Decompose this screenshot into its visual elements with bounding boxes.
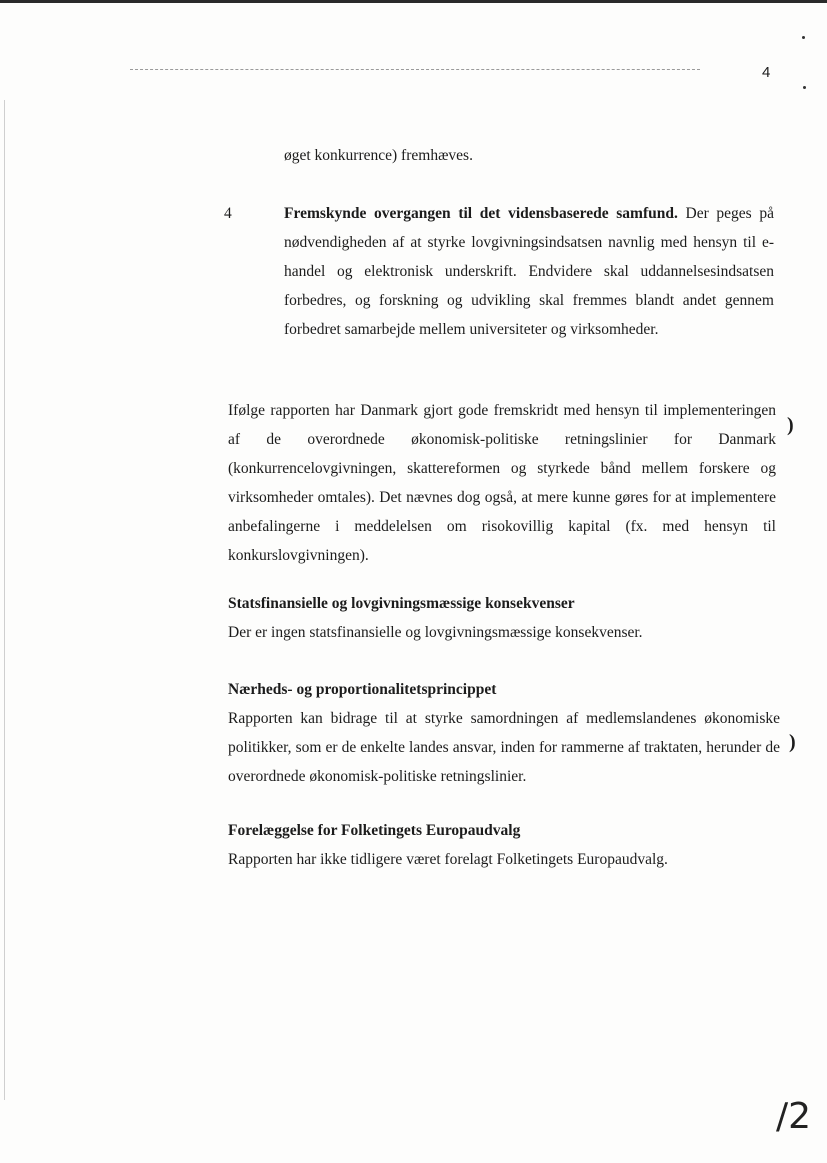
- section-text: Rapporten har ikke tidligere været forelagt Folketingets Europaudvalg.: [228, 851, 668, 868]
- section-heading: Forelæggelse for Folketingets Europaudvalg: [228, 822, 521, 839]
- list-item: [284, 199, 774, 344]
- top-rule: [0, 0, 827, 3]
- margin-mark: ): [787, 414, 794, 436]
- scan-edge-line: [4, 100, 5, 1100]
- handwritten-page-number: /2: [776, 1096, 812, 1137]
- body-paragraph: Ifølge rapporten har Danmark gjort gode fremskridt med hensyn til implementeringen af de overordnede økonomisk-politiske retningslinier for Danmark (konkurrencelovgivningen, skattereformen og styrkede bånd mellem forskere og virksomheder omtales). Det nævnes dog også, at mere kunne gøres for at implementere anbefalingerne i meddelelsen om risokovillig kapital (fx. med hensyn til konkurslovgivningen).: [228, 402, 776, 564]
- section-heading: Statsfinansielle og lovgivningsmæssige konsekvenser: [228, 595, 575, 612]
- list-item-text: Der peges på nødvendigheden af at styrke lovgivningsindsatsen navnlig med hensyn til e-handel og elektronisk underskrift. Endvidere skal uddannelsesindsatsen forbedres, og forskning og udvikling skal fremmes blandt andet gennem forbedret samarbejde mellem universiteter og virksomheder.: [284, 205, 774, 338]
- list-item-number: 4: [224, 205, 232, 222]
- section-text: Der er ingen statsfinansielle og lovgivningsmæssige konsekvenser.: [228, 624, 643, 641]
- list-item-title: Fremskynde overgangen til det vidensbaserede samfund.: [284, 205, 678, 222]
- page-number: 4: [762, 64, 771, 81]
- scan-speck: [803, 86, 806, 89]
- scan-speck: [802, 36, 805, 39]
- section-heading: Nærheds- og proportionalitetsprincippet: [228, 681, 497, 698]
- margin-mark: ): [789, 731, 796, 753]
- intro-line: øget konkurrence) fremhæves.: [284, 147, 473, 164]
- header-rule: [130, 69, 700, 70]
- section-text: Rapporten kan bidrage til at styrke samordningen af medlemslandenes økonomiske politikker, som er de enkelte landes ansvar, inden for rammerne af traktaten, herunder de overordnede økonomisk-politiske retningslinier.: [228, 710, 780, 785]
